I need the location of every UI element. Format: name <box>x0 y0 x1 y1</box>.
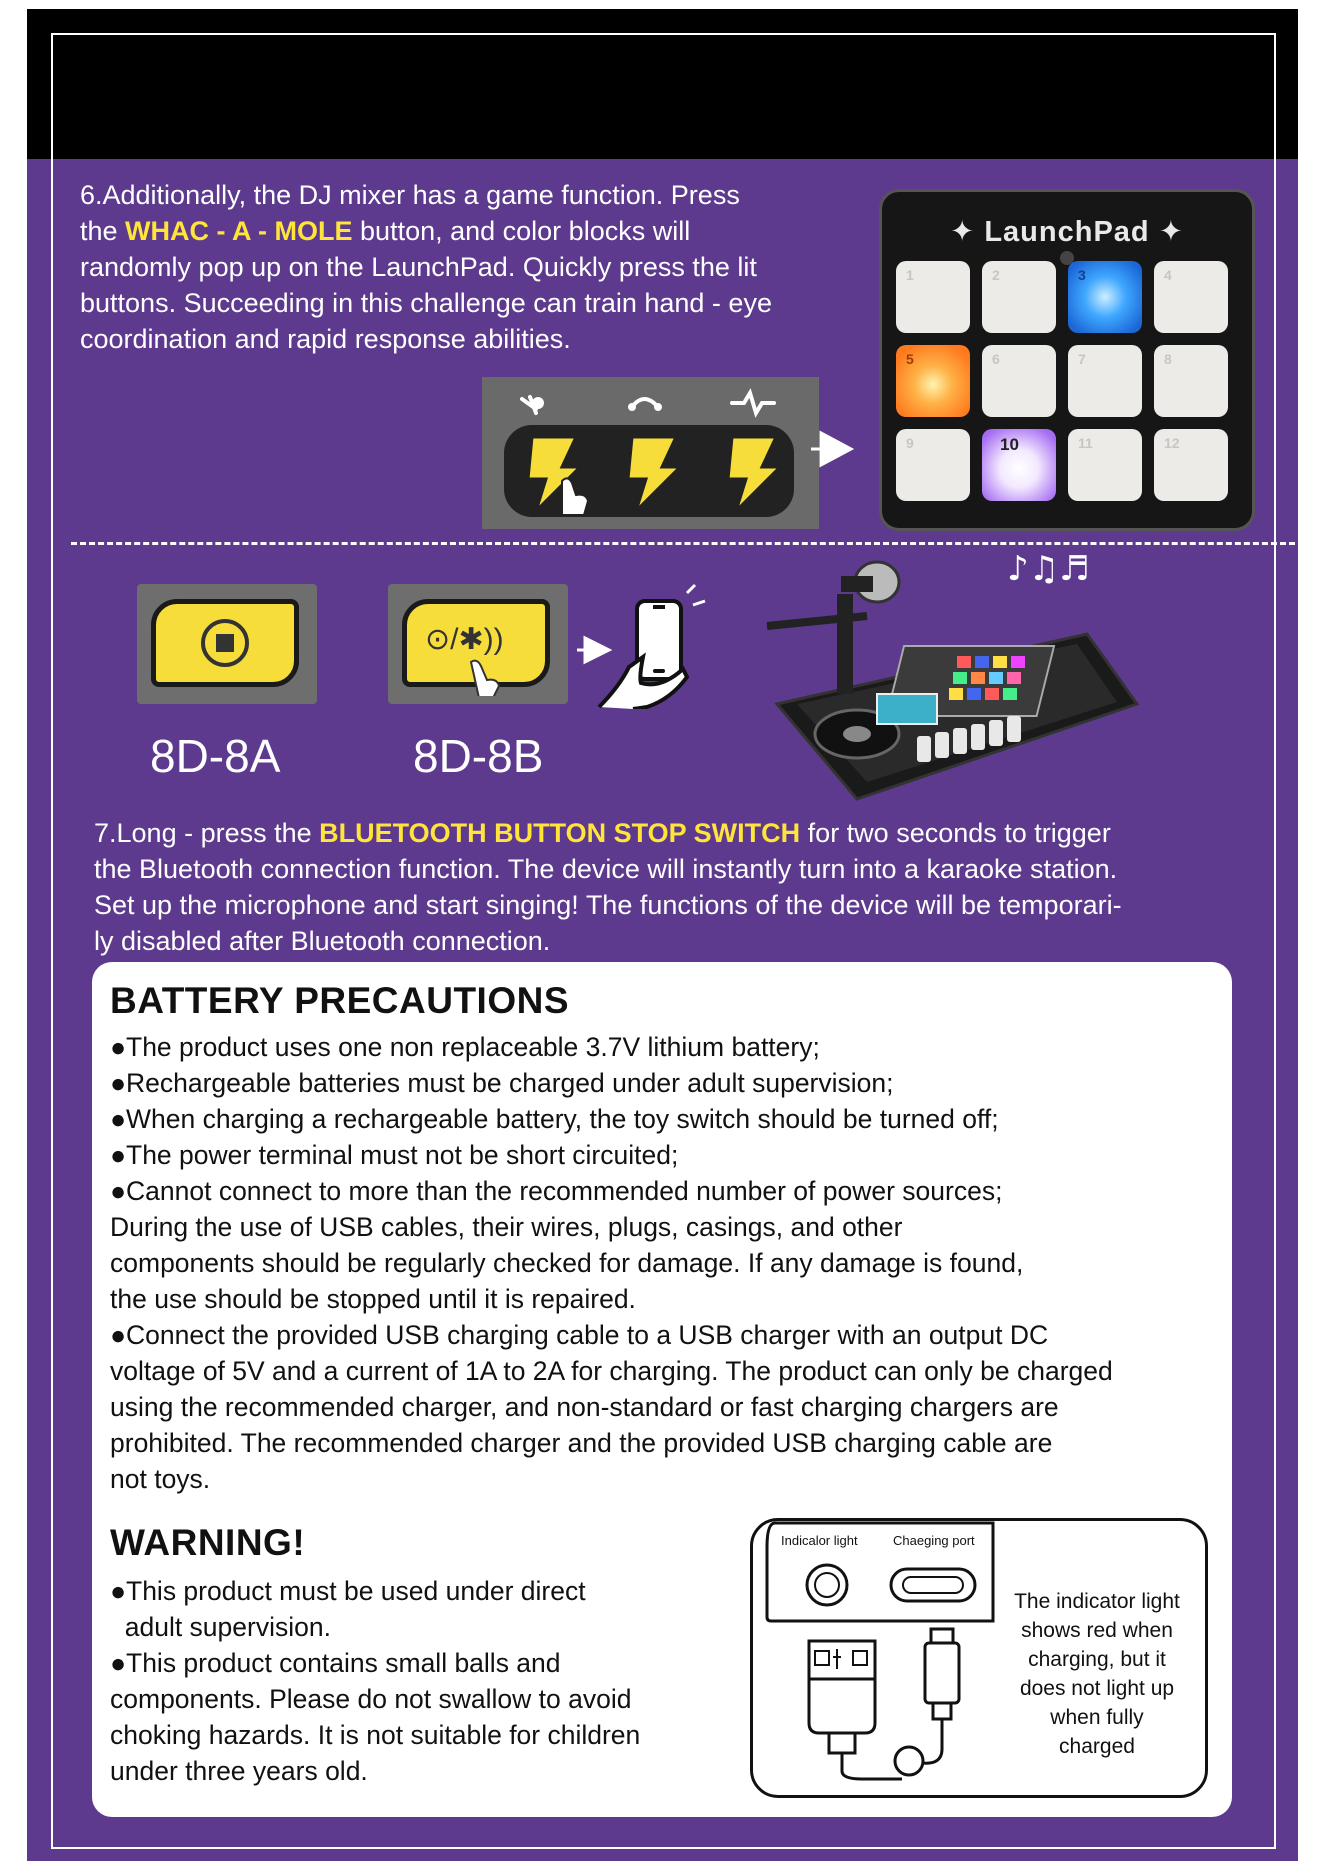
step7-line3: Set up the microphone and start singing! The functions of the device will be temporari- <box>94 890 1122 920</box>
button-8d-8b-illustration <box>388 584 568 704</box>
battery-line: the use should be stopped until it is repaired. <box>110 1284 636 1314</box>
battery-line: ●Connect the provided USB charging cable to a USB charger with an output DC <box>110 1320 1049 1350</box>
pad-1: 1 <box>896 261 970 333</box>
pad-7: 7 <box>1068 345 1142 417</box>
indicator-note: The indicator light shows red when charging, but it does not light up when fully charged <box>1014 1590 1180 1758</box>
battery-line: ●The power terminal must not be short circuited; <box>110 1140 679 1170</box>
step7-line4: ly disabled after Bluetooth connection. <box>94 926 551 956</box>
battery-line: During the use of USB cables, their wires, plugs, casings, and other <box>110 1212 903 1242</box>
step6-line5: coordination and rapid response abilities. <box>80 324 571 354</box>
step7-line1: 7.Long - press the BLUETOOTH BUTTON STOP SWITCH for two seconds to trigger <box>94 818 1111 848</box>
arrow-right-icon <box>807 429 857 469</box>
pad-6: 6 <box>982 345 1056 417</box>
warning-line: under three years old. <box>110 1756 368 1786</box>
pad-5-lit-orange: 5 <box>896 345 970 417</box>
button-8d-8a-illustration <box>137 584 317 704</box>
bluetooth-button-highlight: BLUETOOTH BUTTON STOP SWITCH <box>319 818 801 848</box>
launchpad <box>879 189 1255 531</box>
warning-line: adult supervision. <box>110 1612 331 1642</box>
stop-button <box>151 599 299 687</box>
battery-line: ●Rechargeable batteries must be charged under adult supervision; <box>110 1068 894 1098</box>
whac-a-mole-highlight: WHAC - A - MOLE <box>125 216 353 246</box>
warning-line: ●This product contains small balls and <box>110 1648 561 1678</box>
battery-line: ●The product uses one non replaceable 3.7V lithium battery; <box>110 1032 820 1062</box>
header-band <box>27 9 1298 159</box>
pad-8: 8 <box>1154 345 1228 417</box>
bluetooth-symbols: ⊙/✱)) <box>425 623 504 656</box>
step7-line2: the Bluetooth connection function. The device will instantly turn into a karaoke station. <box>94 854 1118 884</box>
indicator-light-label: Indicalor light <box>781 1533 858 1548</box>
battery-line: ●When charging a rechargeable battery, the toy switch should be turned off; <box>110 1104 999 1134</box>
warning-line: components. Please do not swallow to avoid <box>110 1684 632 1714</box>
step6-line3: randomly pop up on the LaunchPad. Quickly press the lit <box>80 252 757 282</box>
pad-10-lit-purple: 10 <box>982 429 1056 501</box>
battery-precautions-heading: BATTERY PRECAUTIONS <box>110 980 570 1021</box>
lightning-button-3 <box>728 437 780 511</box>
bluetooth-stop-button <box>402 599 550 687</box>
step6-line1: 6.Additionally, the DJ mixer has a game function. Press <box>80 180 740 210</box>
label-8d-8a: 8D-8A <box>150 730 281 782</box>
dashed-divider <box>71 542 1295 545</box>
pad-3-lit-blue: 3 <box>1068 261 1142 333</box>
whac-a-mole-buttons-illustration <box>482 377 819 529</box>
pad-4: 4 <box>1154 261 1228 333</box>
label-8d-8b: 8D-8B <box>413 730 544 782</box>
warning-heading: WARNING! <box>110 1522 306 1563</box>
battery-line: prohibited. The recommended charger and the provided USB charging cable are <box>110 1428 1053 1458</box>
stop-icon <box>156 604 294 682</box>
pad-2: 2 <box>982 261 1056 333</box>
step6-line4: buttons. Succeeding in this challenge can train hand - eye <box>80 288 772 318</box>
battery-line: ●Cannot connect to more than the recommended number of power sources; <box>110 1176 1003 1206</box>
warning-line: choking hazards. It is not suitable for children <box>110 1720 641 1750</box>
dj-mixer-device-illustration <box>757 554 1147 804</box>
hand-pointer-icon <box>465 656 525 696</box>
battery-line: voltage of 5V and a current of 1A to 2A for charging. The product can only be charged <box>110 1356 1113 1386</box>
button-tray <box>504 425 794 517</box>
lightning-button-2 <box>628 437 680 511</box>
lightning-buttons <box>504 425 794 517</box>
phone-in-hand-icon <box>595 579 715 709</box>
pad-9: 9 <box>896 429 970 501</box>
battery-line: components should be regularly checked for damage. If any damage is found, <box>110 1248 1024 1278</box>
hand-pointer-icon <box>562 478 588 515</box>
pad-11: 11 <box>1068 429 1142 501</box>
warning-line: ●This product must be used under direct <box>110 1576 586 1606</box>
charging-port-label: Chaeging port <box>893 1533 975 1548</box>
svg-text:♪♫♬: ♪♫♬ <box>1007 554 1090 589</box>
step6-line2: the WHAC - A - MOLE button, and color blocks will <box>80 216 691 246</box>
battery-line: using the recommended charger, and non-standard or fast charging chargers are <box>110 1392 1059 1422</box>
pad-12: 12 <box>1154 429 1228 501</box>
battery-line: not toys. <box>110 1464 211 1494</box>
charging-diagram <box>750 1518 1208 1798</box>
launchpad-title: ✦ LaunchPad ✦ <box>949 216 1184 248</box>
